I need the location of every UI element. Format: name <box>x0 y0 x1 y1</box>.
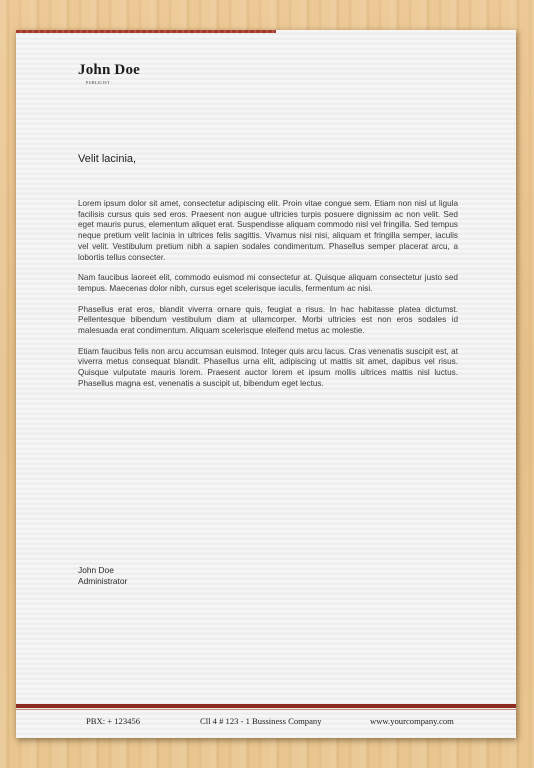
footer-address: Cll 4 # 123 - 1 Bussiness Company <box>200 716 322 726</box>
body-paragraph: Phasellus erat eros, blandit viverra ornare quis, feugiat a risus. In hac habitasse platea dictumst. Pellentesque bibendum vestibulum diam at ullamcorper. Morbi ultricies est non eros sodales id malesuada erat condimentum. Aliquam scelerisque eleifend metus ac molestie. <box>78 304 458 336</box>
header-accent-rule <box>16 30 276 33</box>
brand-subtitle: PUBLICIST <box>86 80 110 85</box>
letter-body <box>78 199 458 400</box>
signature-title: Administrator <box>78 576 128 586</box>
body-paragraph: Etiam faucibus felis non arcu accumsan euismod. Integer quis arcu lacus. Cras venenatis suscipit est, at viverra metus consequat blandit. Phasellus urna elit, adipiscing ut mattis sit amet, dapibus vel risus. Quisque vulputate mauris lorem. Praesent auctor lorem et ipsum mollis ultrices mattis nisl luctus. Phasellus magna est, venenatis a suscipit ut, bibendum eget lectus. <box>78 346 458 388</box>
body-paragraph: Lorem ipsum dolor sit amet, consectetur adipiscing elit. Proin vitae congue sem. Etiam non nisl ut ligula facilisis cursus quis sed eros. Praesent non augue ultricies turpis posuere dignissim ac non velit. Sed eget mauris purus, elementum aliquet erat. Suspendisse aliquam commodo nisl vel fringilla. Sed tempus neque pretium velit lacinia in ultrices felis sagittis. Vivamus nisi nisi, aliquam et fringilla semper, iaculis vel velit. Vestibulum pretium nibh a sapien sodales condimentum. Phasellus semper placerat arcu, a lobortis tellus consecter. <box>78 199 458 262</box>
footer-phone: PBX: + 123456 <box>86 716 141 726</box>
footer-website: www.yourcompany.com <box>370 716 454 726</box>
signature-name: John Doe <box>78 565 114 575</box>
signature-block <box>78 565 127 587</box>
footer-contact-bar <box>16 716 516 732</box>
letterhead-page <box>16 30 516 738</box>
footer-accent-rule <box>16 704 516 708</box>
letter-salutation: Velit lacinia, <box>78 153 137 165</box>
brand-name: John Doe <box>78 62 141 78</box>
footer-thin-rule <box>16 709 516 710</box>
body-paragraph: Nam faucibus laoreet elit, commodo euismod mi consectetur at. Quisque aliquam consectetur justo sed tempus. Maecenas dolor nibh, cursus eget scelerisque iaculis, fermentum ac nisi. <box>78 273 458 293</box>
